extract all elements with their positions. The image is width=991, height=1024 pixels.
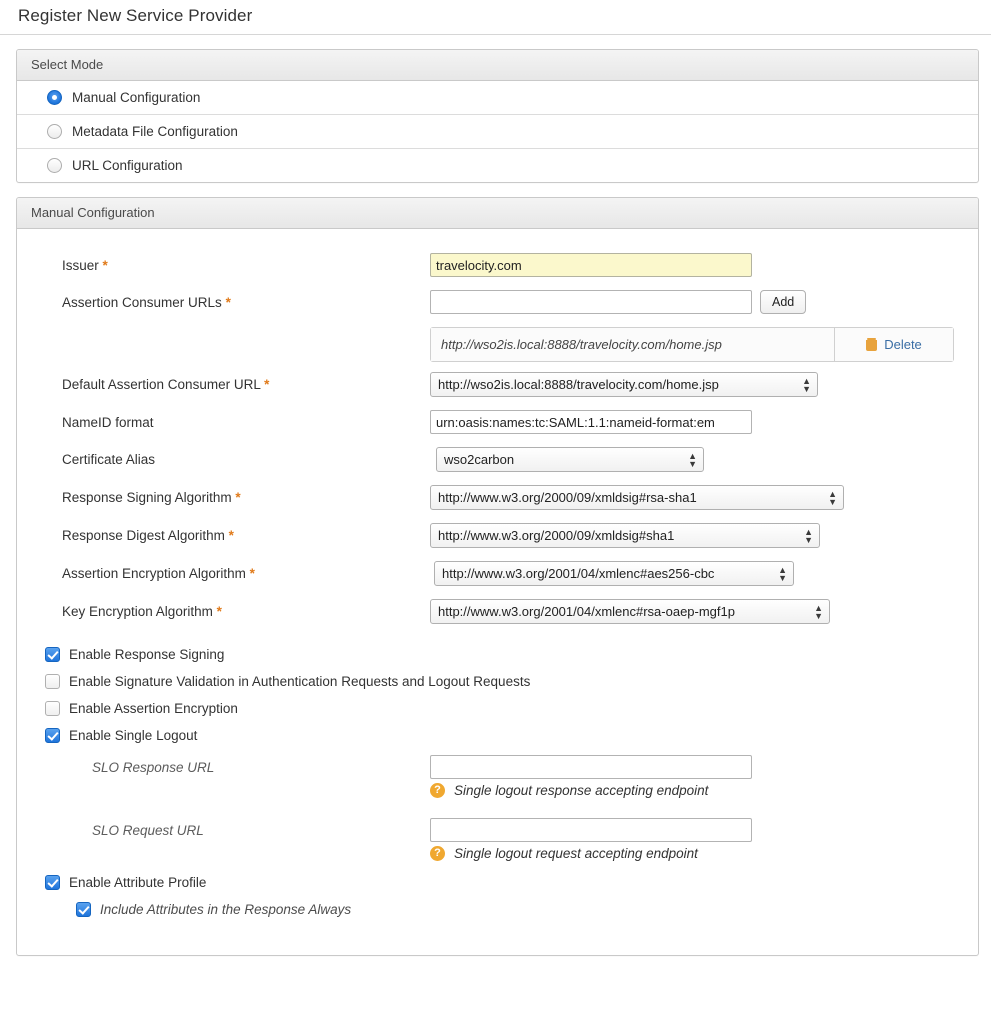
slo-request-url-input[interactable] [430,818,752,842]
checkbox-enable-single-logout[interactable] [45,728,60,743]
label-slo-response-url: SLO Response URL [92,759,215,775]
certificate-alias-selected-value: wso2carbon [444,452,515,467]
form-wrapper [0,35,991,956]
slo-response-hint [430,783,968,798]
chevron-updown-icon: ▲ ▼ [828,488,837,507]
nameid-format-input[interactable] [430,410,752,434]
issuer-input[interactable] [430,253,752,277]
checkbox-row-enable-response-signing[interactable] [45,647,968,662]
label-default-acs-text: Default Assertion Consumer URL [62,377,261,392]
required-marker-key-encryption: * [216,604,222,619]
label-key-encryption-algorithm-text: Key Encryption Algorithm [62,604,213,619]
mode-label-manual-configuration: Manual Configuration [72,90,201,105]
checkbox-row-enable-signature-validation[interactable] [45,674,968,689]
label-nameid-format: NameID format [62,414,154,430]
select-mode-panel [16,49,979,183]
key-encryption-algorithm-selected-value: http://www.w3.org/2001/04/xmlenc#rsa-oaep-mgf1p [438,604,735,619]
radio-manual-configuration[interactable] [47,90,62,105]
assertion-encryption-algorithm-select[interactable] [434,561,794,586]
label-enable-signature-validation: Enable Signature Validation in Authentication Requests and Logout Requests [69,674,531,689]
required-marker-response-digest: * [228,528,234,543]
radio-metadata-file-configuration[interactable] [47,124,62,139]
required-marker-issuer: * [102,257,108,273]
row-key-encryption-algorithm [45,599,968,624]
row-response-signing-algorithm [45,485,968,510]
label-response-digest-algorithm [45,528,430,543]
checkbox-row-enable-attribute-profile[interactable] [45,875,968,890]
checkbox-row-include-attributes-always[interactable] [45,902,968,917]
assertion-encryption-algorithm-selected-value: http://www.w3.org/2001/04/xmlenc#aes256-cbc [442,566,715,581]
key-encryption-algorithm-select[interactable] [430,599,830,624]
row-certificate-alias [45,447,968,472]
label-enable-response-signing: Enable Response Signing [69,647,225,662]
trash-icon [866,338,877,351]
certificate-alias-select[interactable] [436,447,704,472]
manual-configuration-body [17,229,978,955]
chevron-updown-icon: ▲ ▼ [802,375,811,394]
row-issuer [45,253,968,277]
chevron-updown-icon: ▲ ▼ [804,526,813,545]
label-key-encryption-algorithm [45,604,430,619]
label-assertion-encryption-algorithm [45,566,430,581]
label-certificate-alias: Certificate Alias [62,452,156,467]
label-response-signing-algorithm-text: Response Signing Algorithm [62,490,232,505]
label-issuer-text: Issuer [62,257,99,273]
response-signing-algorithm-select[interactable] [430,485,844,510]
mode-option-metadata-file-configuration[interactable] [17,115,978,149]
slo-response-line [45,755,968,779]
checkbox-enable-assertion-encryption[interactable] [45,701,60,716]
row-nameid-format [45,410,968,434]
required-marker-acs-urls: * [225,294,231,310]
slo-response-hint-text: Single logout response accepting endpoint [454,783,709,798]
manual-configuration-panel [16,197,979,956]
radio-url-configuration[interactable] [47,158,62,173]
checkbox-row-enable-assertion-encryption[interactable] [45,701,968,716]
slo-request-hint [430,846,968,861]
question-mark-icon: ? [430,783,445,798]
label-enable-single-logout: Enable Single Logout [69,728,198,743]
label-slo-request-url: SLO Request URL [92,822,204,838]
required-marker-default-acs: * [264,377,270,392]
row-assertion-consumer-urls [45,290,968,314]
select-mode-header: Select Mode [17,50,978,81]
chevron-updown-icon: ▲ ▼ [688,450,697,469]
chevron-updown-icon: ▲ ▼ [778,564,787,583]
label-response-signing-algorithm [45,490,430,505]
row-default-assertion-consumer-url [45,372,968,397]
acs-url-value: http://wso2is.local:8888/travelocity.com/home.jsp [431,328,835,361]
slo-request-block [45,818,968,861]
label-assertion-consumer-urls-text: Assertion Consumer URLs [62,294,222,310]
checkbox-include-attributes-always[interactable] [76,902,91,917]
default-assertion-consumer-url-select[interactable] [430,372,818,397]
checkbox-enable-signature-validation[interactable] [45,674,60,689]
question-mark-icon: ? [430,846,445,861]
chevron-updown-icon: ▲ ▼ [814,602,823,621]
mode-label-url-configuration: URL Configuration [72,158,183,173]
response-digest-algorithm-selected-value: http://www.w3.org/2000/09/xmldsig#sha1 [438,528,675,543]
label-issuer [45,258,430,273]
response-signing-algorithm-selected-value: http://www.w3.org/2000/09/xmldsig#rsa-sha1 [438,490,697,505]
assertion-consumer-urls-table [430,327,954,362]
default-acs-selected-value: http://wso2is.local:8888/travelocity.com/home.jsp [438,377,719,392]
slo-response-block [45,755,968,798]
response-digest-algorithm-select[interactable] [430,523,820,548]
required-marker-response-signing: * [235,490,241,505]
label-enable-attribute-profile: Enable Attribute Profile [69,875,207,890]
delete-acs-url-button[interactable] [835,328,953,361]
slo-request-hint-text: Single logout request accepting endpoint [454,846,698,861]
slo-response-url-input[interactable] [430,755,752,779]
checkbox-enable-attribute-profile[interactable] [45,875,60,890]
assertion-consumer-url-input[interactable] [430,290,752,314]
checkbox-row-enable-single-logout[interactable] [45,728,968,743]
label-assertion-encryption-algorithm-text: Assertion Encryption Algorithm [62,566,246,581]
page-title: Register New Service Provider [0,0,991,35]
label-enable-assertion-encryption: Enable Assertion Encryption [69,701,238,716]
label-include-attributes-always: Include Attributes in the Response Always [100,902,352,917]
row-assertion-encryption-algorithm [45,561,968,586]
row-response-digest-algorithm [45,523,968,548]
label-assertion-consumer-urls [45,295,430,310]
mode-label-metadata-file-configuration: Metadata File Configuration [72,124,238,139]
manual-configuration-header: Manual Configuration [17,198,978,229]
mode-option-manual-configuration[interactable] [17,81,978,115]
checkbox-enable-response-signing[interactable] [45,647,60,662]
delete-acs-url-label: Delete [884,337,922,352]
mode-option-url-configuration[interactable] [17,149,978,182]
slo-request-line [45,818,968,842]
required-marker-assertion-encryption: * [249,566,255,581]
label-default-assertion-consumer-url [45,377,430,392]
label-response-digest-algorithm-text: Response Digest Algorithm [62,528,225,543]
add-acs-url-button[interactable]: Add [760,290,806,314]
